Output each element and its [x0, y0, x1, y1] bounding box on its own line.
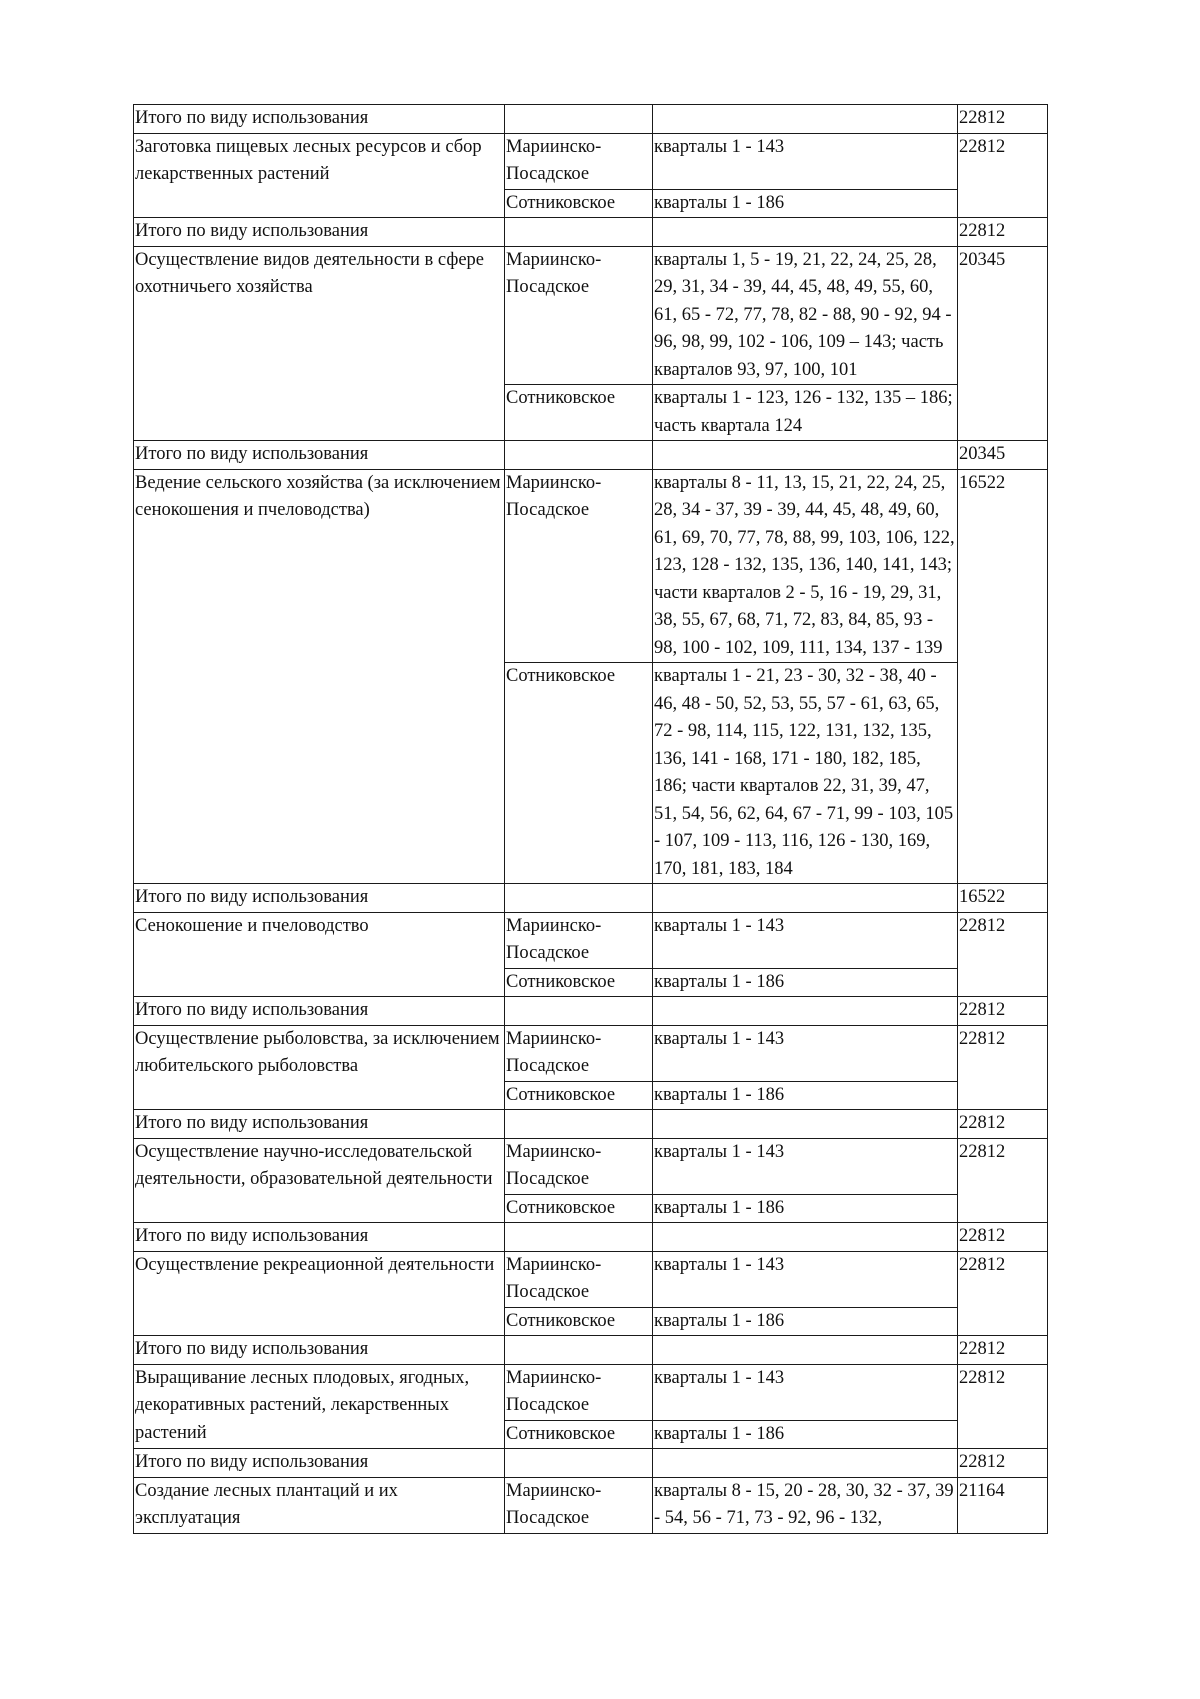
total-row: [134, 1336, 1048, 1365]
area-value: 22812: [958, 1364, 1048, 1449]
total-area: 22812: [958, 1110, 1048, 1139]
use-type: Осуществление рекреационной деятельности: [134, 1251, 505, 1336]
total-row: [134, 1223, 1048, 1252]
total-area: 22812: [958, 997, 1048, 1026]
empty-cell: [653, 1223, 958, 1252]
empty-cell: [505, 1449, 653, 1478]
total-area: 22812: [958, 218, 1048, 247]
quarters-list: кварталы 1 - 186: [653, 1307, 958, 1336]
total-row: [134, 218, 1048, 247]
forestry-name: Сотниковское: [505, 1194, 653, 1223]
area-value: 22812: [958, 1251, 1048, 1336]
empty-cell: [505, 1223, 653, 1252]
quarters-list: кварталы 1 - 143: [653, 912, 958, 968]
total-row: [134, 997, 1048, 1026]
use-type: Осуществление видов деятельности в сфере охотничьего хозяйства: [134, 246, 505, 441]
use-row: [134, 133, 1048, 189]
total-label: Итого по виду использования: [134, 441, 505, 470]
area-value: 20345: [958, 246, 1048, 441]
empty-cell: [653, 1110, 958, 1139]
use-type: Создание лесных плантаций и их эксплуатация: [134, 1477, 505, 1533]
use-row: [134, 1025, 1048, 1081]
empty-cell: [653, 218, 958, 247]
quarters-list: кварталы 1 - 143: [653, 1138, 958, 1194]
total-area: 22812: [958, 1336, 1048, 1365]
total-label: Итого по виду использования: [134, 884, 505, 913]
total-row: [134, 1449, 1048, 1478]
total-area: 22812: [958, 1223, 1048, 1252]
use-type: Сенокошение и пчеловодство: [134, 912, 505, 997]
empty-cell: [505, 997, 653, 1026]
quarters-list: кварталы 1 - 143: [653, 133, 958, 189]
forestry-name: Мариинско- Посадское: [505, 1251, 653, 1307]
use-row: [134, 1477, 1048, 1533]
total-area: 22812: [958, 105, 1048, 134]
quarters-list: кварталы 1 - 143: [653, 1251, 958, 1307]
quarters-list: кварталы 8 - 11, 13, 15, 21, 22, 24, 25, 28, 34 - 37, 39 - 39, 44, 45, 48, 49, 60, 61, 69, 70, 77, 78, 88, 99, 103, 106, 122, 123, 128 - 132, 135, 136, 140, 141, 143; части кварталов 2 - 5, 16 - 19, 29, 31, 38, 55, 67, 68, 71, 72, 83, 84, 85, 93 - 98, 100 - 102, 109, 111, 134, 137 - 139: [653, 469, 958, 663]
empty-cell: [505, 218, 653, 247]
forestry-name: Мариинско- Посадское: [505, 1364, 653, 1420]
use-row: [134, 469, 1048, 663]
empty-cell: [653, 997, 958, 1026]
forestry-name: Сотниковское: [505, 385, 653, 441]
use-row: [134, 246, 1048, 385]
area-value: 22812: [958, 912, 1048, 997]
forest-use-table-body: [134, 105, 1048, 1534]
total-label: Итого по виду использования: [134, 1110, 505, 1139]
quarters-list: кварталы 1 - 186: [653, 189, 958, 218]
area-value: 16522: [958, 469, 1048, 884]
quarters-list: кварталы 1 - 186: [653, 1420, 958, 1449]
empty-cell: [505, 1110, 653, 1139]
total-label: Итого по виду использования: [134, 997, 505, 1026]
total-label: Итого по виду использования: [134, 1336, 505, 1365]
forestry-name: Сотниковское: [505, 663, 653, 884]
forestry-name: Сотниковское: [505, 1420, 653, 1449]
forestry-name: Сотниковское: [505, 968, 653, 997]
use-row: [134, 1138, 1048, 1194]
quarters-list: кварталы 1 - 21, 23 - 30, 32 - 38, 40 - 46, 48 - 50, 52, 53, 55, 57 - 61, 63, 65, 72 - 98, 114, 115, 122, 131, 132, 135, 136, 141 - 168, 171 - 180, 182, 185, 186; части кварталов 22, 31, 39, 47, 51, 54, 56, 62, 64, 67 - 71, 99 - 103, 105 - 107, 109 - 113, 116, 126 - 130, 169, 170, 181, 183, 184: [653, 663, 958, 884]
total-row: [134, 441, 1048, 470]
quarters-list: кварталы 1, 5 - 19, 21, 22, 24, 25, 28, 29, 31, 34 - 39, 44, 45, 48, 49, 55, 60, 61, 65 - 72, 77, 78, 82 - 88, 90 - 92, 94 - 96, 98, 99, 102 - 106, 109 – 143; часть кварталов 93, 97, 100, 101: [653, 246, 958, 385]
total-label: Итого по виду использования: [134, 218, 505, 247]
empty-cell: [653, 441, 958, 470]
forestry-name: Мариинско- Посадское: [505, 246, 653, 385]
forestry-name: Сотниковское: [505, 1081, 653, 1110]
empty-cell: [505, 441, 653, 470]
total-area: 22812: [958, 1449, 1048, 1478]
quarters-list: кварталы 1 - 186: [653, 1081, 958, 1110]
total-row: [134, 105, 1048, 134]
empty-cell: [653, 884, 958, 913]
use-row: [134, 1251, 1048, 1307]
total-label: Итого по виду использования: [134, 105, 505, 134]
forestry-name: Мариинско- Посадское: [505, 1025, 653, 1081]
empty-cell: [505, 884, 653, 913]
forestry-name: Мариинско- Посадское: [505, 1477, 653, 1533]
empty-cell: [653, 1336, 958, 1365]
use-type: Заготовка пищевых лесных ресурсов и сбор лекарственных растений: [134, 133, 505, 218]
use-type: Выращивание лесных плодовых, ягодных, декоративных растений, лекарственных растений: [134, 1364, 505, 1449]
forestry-name: Мариинско- Посадское: [505, 1138, 653, 1194]
area-value: 22812: [958, 1138, 1048, 1223]
use-type: Ведение сельского хозяйства (за исключением сенокошения и пчеловодства): [134, 469, 505, 884]
empty-cell: [505, 105, 653, 134]
area-value: 21164: [958, 1477, 1048, 1533]
total-row: [134, 884, 1048, 913]
area-value: 22812: [958, 1025, 1048, 1110]
forest-use-table: [133, 104, 1048, 1534]
forestry-name: Мариинско- Посадское: [505, 133, 653, 189]
total-label: Итого по виду использования: [134, 1223, 505, 1252]
empty-cell: [653, 105, 958, 134]
use-row: [134, 1364, 1048, 1420]
empty-cell: [505, 1336, 653, 1365]
quarters-list: кварталы 1 - 123, 126 - 132, 135 – 186; часть квартала 124: [653, 385, 958, 441]
total-area: 20345: [958, 441, 1048, 470]
forestry-name: Мариинско- Посадское: [505, 469, 653, 663]
use-type: Осуществление научно-исследовательской деятельности, образовательной деятельности: [134, 1138, 505, 1223]
forestry-name: Сотниковское: [505, 189, 653, 218]
quarters-list: кварталы 1 - 186: [653, 968, 958, 997]
quarters-list: кварталы 1 - 143: [653, 1025, 958, 1081]
forestry-name: Сотниковское: [505, 1307, 653, 1336]
use-type: Осуществление рыболовства, за исключением любительского рыболовства: [134, 1025, 505, 1110]
total-row: [134, 1110, 1048, 1139]
total-label: Итого по виду использования: [134, 1449, 505, 1478]
quarters-list: кварталы 8 - 15, 20 - 28, 30, 32 - 37, 39 - 54, 56 - 71, 73 - 92, 96 - 132,: [653, 1477, 958, 1533]
empty-cell: [653, 1449, 958, 1478]
use-row: [134, 912, 1048, 968]
total-area: 16522: [958, 884, 1048, 913]
quarters-list: кварталы 1 - 186: [653, 1194, 958, 1223]
forestry-name: Мариинско- Посадское: [505, 912, 653, 968]
area-value: 22812: [958, 133, 1048, 218]
quarters-list: кварталы 1 - 143: [653, 1364, 958, 1420]
